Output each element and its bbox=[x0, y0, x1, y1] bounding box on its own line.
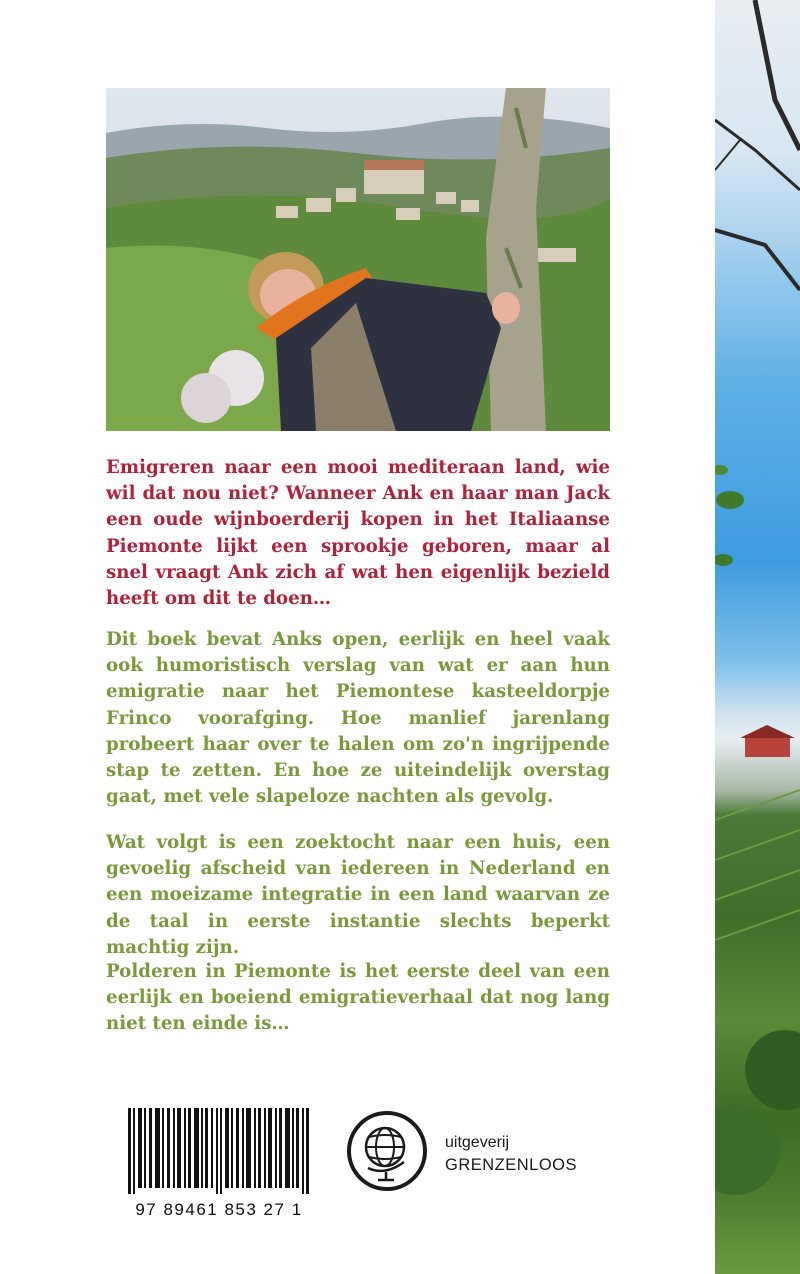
barcode bbox=[128, 1108, 310, 1194]
blurb-paragraph-1: Emigreren naar een mooi mediteraan land, wie wil dat nou niet? Wanneer Ank en haar man Jack een oude wijnboerderij kopen in het Italiaanse Piemonte lijkt een sprookje geboren, maar al snel vraagt Ank zich af wat hen eigenlijk bezield heeft om dit te doen… bbox=[106, 457, 610, 610]
spine-landscape bbox=[715, 0, 800, 1274]
isbn-number: 97 89461 853 27 1 bbox=[135, 1200, 303, 1219]
blurb-paragraph-3: Wat volgt is een zoektocht naar een huis, een gevoelig afscheid van iedereen in Nederland en een moeizame integratie in een land waarvan ze de taal in eerste instantie slechts beperkt machtig zijn. bbox=[106, 832, 610, 958]
publisher-line-1: uitgeverij bbox=[445, 1134, 510, 1151]
blurb-paragraph-4: Polderen in Piemonte is het eerste deel van een eerlijk en boeiend emigratieverhaal dat nog lang niet ten einde is… bbox=[106, 961, 610, 1035]
publisher-line-2: GRENZENLOOS bbox=[445, 1156, 578, 1174]
publisher-name bbox=[445, 1132, 577, 1176]
blurb-paragraph-2: Dit boek bevat Anks open, eerlijk en heel vaak ook humoristisch verslag van wat er aan hun emigratie naar het Piemontese kasteeldorpje Frinco voorafging. Hoe manlief jarenlang probeert haar over te halen om zo'n ingrijpende stap te zetten. En hoe ze uiteindelijk overstag gaat, met vele slapeloze nachten als gevolg. bbox=[106, 629, 610, 808]
author-photo bbox=[106, 88, 610, 431]
globe-icon bbox=[346, 1110, 428, 1192]
front-cover-edge bbox=[715, 0, 800, 1274]
